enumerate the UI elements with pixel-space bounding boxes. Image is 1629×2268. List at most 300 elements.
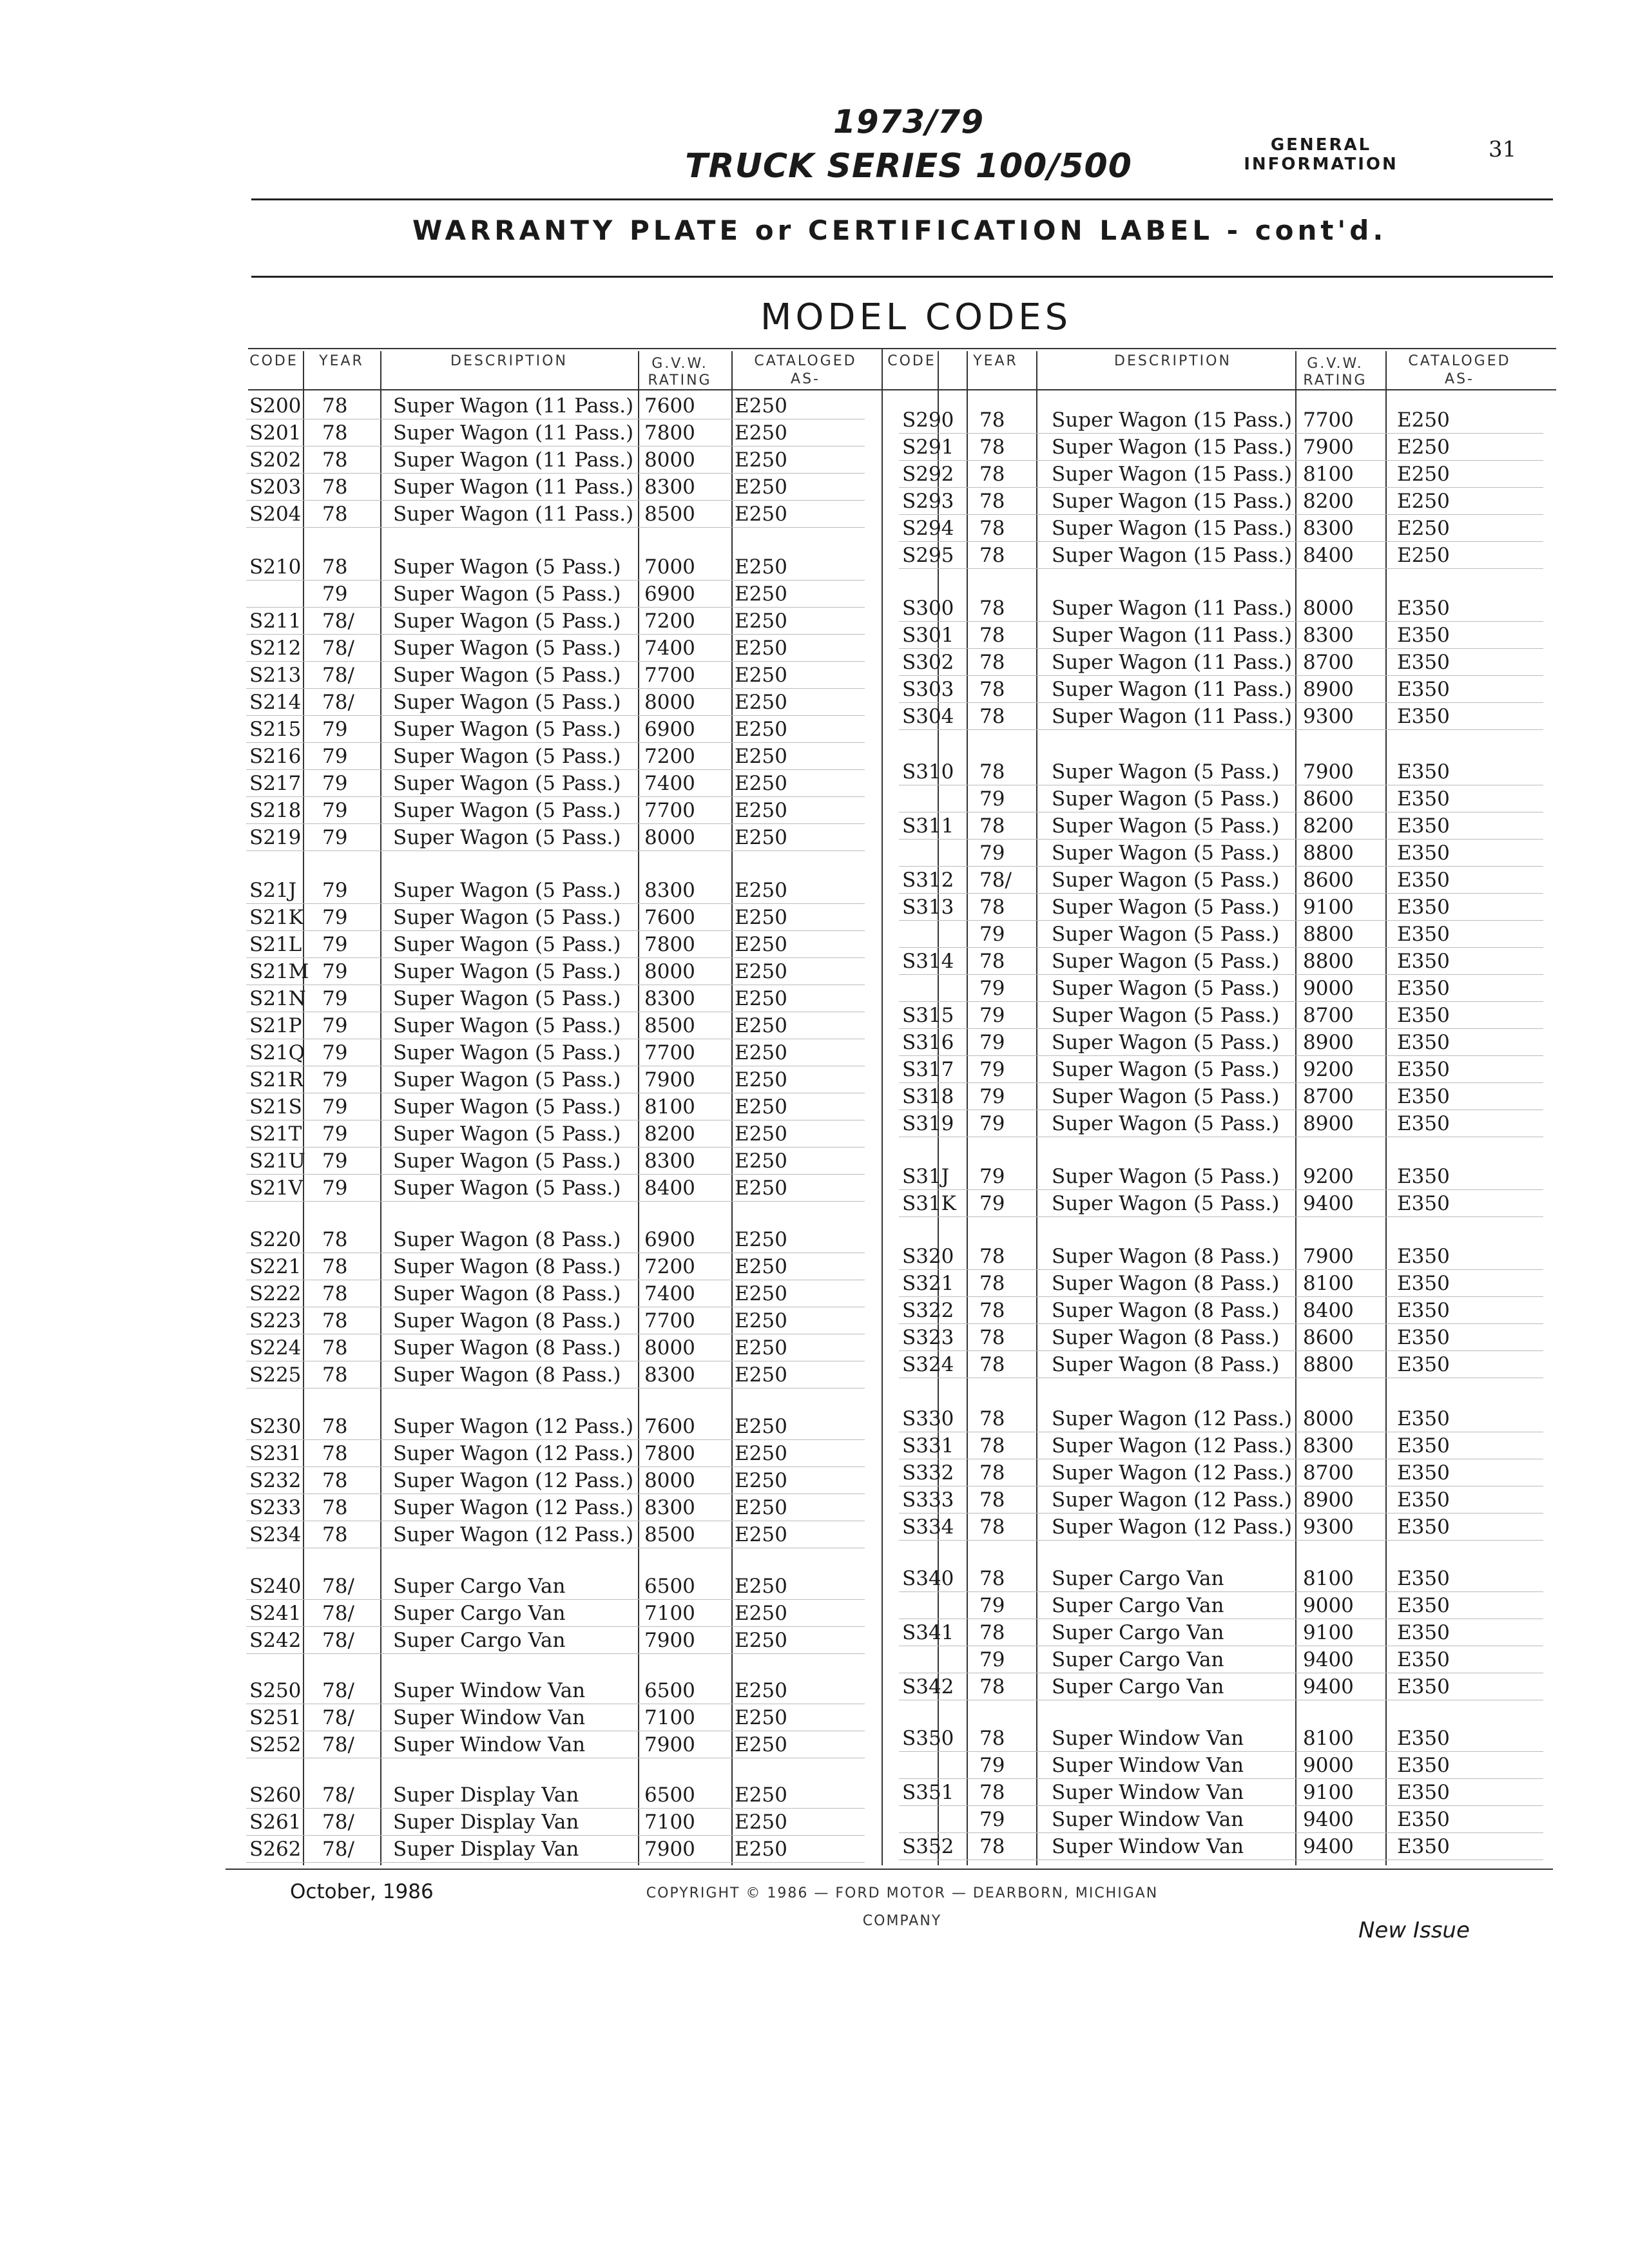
- model-year: 78/: [322, 691, 354, 714]
- model-description: Super Wagon (11 Pass.): [393, 394, 634, 418]
- col-header-cataloged: CATALOGED: [1408, 353, 1511, 369]
- row-underline: [899, 514, 1543, 515]
- model-description: Super Wagon (5 Pass.): [1052, 977, 1280, 1000]
- gvw-rating: 8800: [1303, 841, 1354, 865]
- model-description: Super Wagon (12 Pass.): [393, 1415, 634, 1438]
- row-underline: [246, 1835, 865, 1836]
- model-year: 78/: [322, 664, 354, 687]
- col-header-gvw: G.V.W.: [1307, 356, 1364, 372]
- model-year: 78: [322, 1496, 348, 1519]
- model-description: Super Cargo Van: [393, 1629, 566, 1652]
- model-description: Super Wagon (15 Pass.): [1052, 490, 1293, 513]
- gvw-rating: 9200: [1303, 1058, 1354, 1081]
- row-underline: [899, 487, 1543, 488]
- row-underline: [899, 866, 1543, 867]
- cataloged-as: E250: [735, 1629, 787, 1652]
- model-code: S21S: [249, 1095, 302, 1119]
- row-underline: [246, 957, 865, 958]
- model-description: Super Wagon (15 Pass.): [1052, 436, 1293, 459]
- model-description: Super Window Van: [393, 1706, 586, 1729]
- model-description: Super Window Van: [1052, 1727, 1244, 1750]
- model-code: S324: [902, 1353, 954, 1376]
- copyright-line-2: COMPANY: [862, 1913, 942, 1929]
- gvw-rating: 8000: [644, 1336, 695, 1360]
- row-underline: [246, 903, 865, 904]
- model-code: S332: [902, 1461, 954, 1485]
- cataloged-as: E350: [1397, 1754, 1450, 1777]
- column-divider: [303, 351, 304, 1865]
- model-year: 79: [979, 1192, 1005, 1215]
- gvw-rating: 8300: [1303, 517, 1354, 540]
- row-underline: [899, 1216, 1543, 1217]
- cataloged-as: E250: [735, 1068, 787, 1091]
- col-header-cataloged-as: AS-: [791, 371, 820, 387]
- cataloged-as: E250: [735, 1679, 787, 1702]
- cataloged-as: E350: [1397, 787, 1450, 811]
- model-code: S312: [902, 869, 954, 892]
- cataloged-as: E350: [1397, 760, 1450, 783]
- model-year: 78: [979, 436, 1005, 459]
- gvw-rating: 8100: [1303, 1727, 1354, 1750]
- model-code: S213: [249, 664, 302, 687]
- page-number: 31: [1489, 137, 1517, 162]
- gvw-rating: 8900: [1303, 1112, 1354, 1135]
- cataloged-as: E350: [1397, 1567, 1450, 1590]
- cataloged-as: E250: [735, 1838, 787, 1861]
- model-code: S21N: [249, 987, 306, 1010]
- model-code: S301: [902, 624, 954, 647]
- column-divider: [882, 348, 883, 1865]
- cataloged-as: E250: [735, 1363, 787, 1387]
- cataloged-as: E250: [735, 1282, 787, 1305]
- gvw-rating: 8700: [1303, 1085, 1354, 1108]
- cataloged-as: E250: [735, 637, 787, 660]
- gvw-rating: 8000: [644, 448, 695, 472]
- model-description: Super Cargo Van: [1052, 1567, 1224, 1590]
- model-year: 78: [979, 463, 1005, 486]
- model-year: 78: [322, 476, 348, 499]
- model-description: Super Wagon (11 Pass.): [1052, 624, 1293, 647]
- column-divider: [380, 351, 381, 1865]
- cataloged-as: E250: [735, 1177, 787, 1200]
- model-description: Super Wagon (8 Pass.): [1052, 1326, 1280, 1349]
- model-description: Super Wagon (5 Pass.): [393, 1122, 621, 1146]
- table-bottom-rule: [226, 1869, 1553, 1870]
- model-year: 79: [322, 933, 348, 956]
- model-code: S211: [249, 610, 302, 633]
- model-description: Super Wagon (5 Pass.): [1052, 1058, 1280, 1081]
- cataloged-as: E350: [1397, 1085, 1450, 1108]
- model-description: Super Wagon (5 Pass.): [1052, 1004, 1280, 1027]
- model-year: 79: [979, 1594, 1005, 1617]
- model-code: S321: [902, 1272, 954, 1295]
- gvw-rating: 8900: [1303, 678, 1354, 701]
- model-description: Super Display Van: [393, 1838, 579, 1861]
- model-year: 79: [322, 799, 348, 822]
- cataloged-as: E250: [735, 1041, 787, 1064]
- model-description: Super Wagon (5 Pass.): [393, 582, 621, 606]
- row-underline: [246, 823, 865, 824]
- cataloged-as: E250: [735, 879, 787, 902]
- cataloged-as: E250: [735, 987, 787, 1010]
- model-code: S21Q: [249, 1041, 305, 1064]
- model-code: S215: [249, 718, 302, 741]
- model-description: Super Wagon (11 Pass.): [1052, 705, 1293, 728]
- model-year: 78: [979, 544, 1005, 567]
- row-underline: [899, 1540, 1543, 1541]
- gvw-rating: 7400: [644, 1282, 695, 1305]
- model-year: 78/: [322, 1706, 354, 1729]
- model-year: 78/: [322, 637, 354, 660]
- cataloged-as: E350: [1397, 1031, 1450, 1054]
- model-description: Super Wagon (5 Pass.): [393, 745, 621, 768]
- gvw-rating: 8500: [644, 1523, 695, 1546]
- model-description: Super Wagon (8 Pass.): [393, 1336, 621, 1360]
- cataloged-as: E350: [1397, 1326, 1450, 1349]
- model-year: 78/: [322, 1629, 354, 1652]
- gvw-rating: 7900: [644, 1838, 695, 1861]
- model-code: S322: [902, 1299, 954, 1322]
- cataloged-as: E250: [1397, 490, 1450, 513]
- model-code: S202: [249, 448, 302, 472]
- model-year: 78: [979, 1488, 1005, 1512]
- model-description: Super Wagon (11 Pass.): [393, 448, 634, 472]
- model-code: S242: [249, 1629, 302, 1652]
- model-year: 78: [322, 1363, 348, 1387]
- model-year: 78: [322, 421, 348, 445]
- model-description: Super Wagon (11 Pass.): [393, 421, 634, 445]
- model-year: 79: [322, 1122, 348, 1146]
- gvw-rating: 9400: [1303, 1808, 1354, 1831]
- model-description: Super Wagon (5 Pass.): [1052, 1085, 1280, 1108]
- gvw-rating: 7000: [644, 555, 695, 579]
- model-code: S212: [249, 637, 302, 660]
- gvw-rating: 8600: [1303, 869, 1354, 892]
- model-year: 78/: [322, 610, 354, 633]
- gvw-rating: 9000: [1303, 1594, 1354, 1617]
- gvw-rating: 8400: [644, 1177, 695, 1200]
- model-year: 78: [322, 1442, 348, 1465]
- model-year: 78/: [322, 1575, 354, 1598]
- gvw-rating: 9200: [1303, 1165, 1354, 1188]
- model-code: S223: [249, 1309, 302, 1332]
- column-divider: [731, 351, 733, 1865]
- cataloged-as: E350: [1397, 597, 1450, 620]
- row-underline: [246, 634, 865, 635]
- gvw-rating: 8600: [1303, 787, 1354, 811]
- model-code: S201: [249, 421, 302, 445]
- model-year: 79: [322, 906, 348, 929]
- gvw-rating: 8500: [644, 503, 695, 526]
- cataloged-as: E350: [1397, 1781, 1450, 1804]
- model-year: 79: [322, 826, 348, 849]
- gvw-rating: 8000: [644, 1469, 695, 1492]
- model-description: Super Wagon (11 Pass.): [393, 503, 634, 526]
- cataloged-as: E350: [1397, 1165, 1450, 1188]
- model-code: S313: [902, 896, 954, 919]
- row-underline: [246, 1862, 865, 1863]
- model-description: Super Cargo Van: [1052, 1648, 1224, 1671]
- gvw-rating: 7800: [644, 421, 695, 445]
- model-year: 79: [322, 582, 348, 606]
- model-year: 79: [979, 1165, 1005, 1188]
- model-year: 78/: [322, 1811, 354, 1834]
- row-underline: [246, 580, 865, 581]
- gvw-rating: 8000: [1303, 597, 1354, 620]
- gvw-rating: 8400: [1303, 1299, 1354, 1322]
- model-year: 79: [322, 1014, 348, 1037]
- model-year: 79: [979, 1648, 1005, 1671]
- model-year: 79: [322, 1095, 348, 1119]
- model-description: Super Wagon (12 Pass.): [1052, 1515, 1293, 1539]
- row-underline: [246, 527, 865, 528]
- model-description: Super Wagon (5 Pass.): [393, 879, 621, 902]
- model-year: 78: [979, 517, 1005, 540]
- model-year: 78: [979, 490, 1005, 513]
- cataloged-as: E250: [735, 503, 787, 526]
- model-code: S304: [902, 705, 954, 728]
- gvw-rating: 9300: [1303, 705, 1354, 728]
- model-description: Super Wagon (12 Pass.): [1052, 1488, 1293, 1512]
- model-code: S323: [902, 1326, 954, 1349]
- gvw-rating: 8300: [644, 1496, 695, 1519]
- gvw-rating: 7700: [1303, 408, 1354, 432]
- gvw-rating: 8200: [1303, 814, 1354, 838]
- row-underline: [899, 729, 1543, 730]
- col-header-code: CODE: [887, 353, 936, 369]
- header-rule: [251, 198, 1553, 200]
- cataloged-as: E250: [735, 1122, 787, 1146]
- model-description: Super Wagon (8 Pass.): [393, 1309, 621, 1332]
- model-year: 79: [322, 718, 348, 741]
- model-year: 78: [322, 1282, 348, 1305]
- subtitle-rule: [251, 276, 1553, 278]
- model-code: S233: [249, 1496, 302, 1519]
- model-year: 79: [979, 1112, 1005, 1135]
- model-description: Super Wagon (15 Pass.): [1052, 408, 1293, 432]
- gvw-rating: 7600: [644, 906, 695, 929]
- row-underline: [246, 1439, 865, 1440]
- cataloged-as: E350: [1397, 1648, 1450, 1671]
- model-code: S218: [249, 799, 302, 822]
- model-code: S342: [902, 1675, 954, 1698]
- model-year: 78/: [322, 1838, 354, 1861]
- col-header-gvw-rating: RATING: [1303, 372, 1367, 389]
- model-description: Super Wagon (5 Pass.): [393, 960, 621, 983]
- col-header-description: DESCRIPTION: [450, 353, 568, 369]
- gvw-rating: 9000: [1303, 977, 1354, 1000]
- model-year: 78: [322, 1415, 348, 1438]
- model-description: Super Wagon (5 Pass.): [1052, 787, 1280, 811]
- model-year: 78: [322, 1228, 348, 1251]
- model-year: 79: [322, 1149, 348, 1173]
- model-year: 78: [322, 1309, 348, 1332]
- cataloged-as: E350: [1397, 923, 1450, 946]
- model-year: 79: [979, 977, 1005, 1000]
- gvw-rating: 7700: [644, 664, 695, 687]
- model-year: 78: [322, 1255, 348, 1278]
- gvw-rating: 8000: [1303, 1407, 1354, 1430]
- model-description: Super Window Van: [1052, 1754, 1244, 1777]
- cataloged-as: E250: [735, 1602, 787, 1625]
- row-underline: [899, 675, 1543, 676]
- table-header-rule: [248, 389, 1556, 390]
- cataloged-as: E250: [735, 421, 787, 445]
- row-underline: [246, 1466, 865, 1467]
- gvw-rating: 8700: [1303, 1461, 1354, 1485]
- cataloged-as: E250: [735, 610, 787, 633]
- row-underline: [246, 742, 865, 743]
- gvw-rating: 7900: [644, 1068, 695, 1091]
- model-year: 79: [979, 1085, 1005, 1108]
- cataloged-as: E350: [1397, 1004, 1450, 1027]
- row-underline: [246, 1147, 865, 1148]
- cataloged-as: E350: [1397, 896, 1450, 919]
- model-code: S318: [902, 1085, 954, 1108]
- row-underline: [246, 1653, 865, 1654]
- model-description: Super Wagon (15 Pass.): [1052, 463, 1293, 486]
- row-underline: [899, 1350, 1543, 1351]
- row-underline: [246, 715, 865, 716]
- model-code: S203: [249, 476, 302, 499]
- model-code: S291: [902, 436, 954, 459]
- cataloged-as: E350: [1397, 1515, 1450, 1539]
- gvw-rating: 8000: [644, 960, 695, 983]
- section-line-2: INFORMATION: [1244, 155, 1398, 174]
- gvw-rating: 7600: [644, 394, 695, 418]
- gvw-rating: 7200: [644, 610, 695, 633]
- gvw-rating: 7400: [644, 772, 695, 795]
- model-code: S31J: [902, 1165, 950, 1188]
- model-description: Super Wagon (5 Pass.): [393, 987, 621, 1010]
- model-year: 78: [979, 651, 1005, 674]
- model-code: S216: [249, 745, 302, 768]
- model-year: 78: [979, 1461, 1005, 1485]
- gvw-rating: 8100: [1303, 463, 1354, 486]
- model-code: S21L: [249, 933, 302, 956]
- gvw-rating: 8200: [1303, 490, 1354, 513]
- row-underline: [899, 1055, 1543, 1056]
- row-underline: [899, 568, 1543, 569]
- cataloged-as: E250: [1397, 463, 1450, 486]
- model-code: S260: [249, 1783, 302, 1807]
- model-year: 79: [322, 1041, 348, 1064]
- gvw-rating: 7900: [1303, 760, 1354, 783]
- cataloged-as: E250: [735, 718, 787, 741]
- cataloged-as: E250: [735, 691, 787, 714]
- model-description: Super Wagon (5 Pass.): [1052, 950, 1280, 973]
- cataloged-as: E250: [735, 1469, 787, 1492]
- model-description: Super Wagon (8 Pass.): [1052, 1245, 1280, 1268]
- cataloged-as: E250: [735, 448, 787, 472]
- model-description: Super Cargo Van: [1052, 1594, 1224, 1617]
- cataloged-as: E350: [1397, 1192, 1450, 1215]
- cataloged-as: E250: [1397, 517, 1450, 540]
- model-code: S331: [902, 1434, 954, 1457]
- row-underline: [899, 1832, 1543, 1833]
- cataloged-as: E350: [1397, 678, 1450, 701]
- col-header-year: YEAR: [319, 353, 364, 369]
- cataloged-as: E350: [1397, 1727, 1450, 1750]
- col-header-cataloged-as: AS-: [1445, 371, 1474, 387]
- model-code: S217: [249, 772, 302, 795]
- cataloged-as: E350: [1397, 1407, 1450, 1430]
- model-code: S333: [902, 1488, 954, 1512]
- model-code: S341: [902, 1621, 954, 1644]
- cataloged-as: E250: [735, 1336, 787, 1360]
- cataloged-as: E350: [1397, 814, 1450, 838]
- cataloged-as: E250: [1397, 436, 1450, 459]
- row-underline: [899, 702, 1543, 703]
- model-description: Super Window Van: [1052, 1835, 1244, 1858]
- model-description: Super Wagon (11 Pass.): [1052, 678, 1293, 701]
- model-description: Super Wagon (5 Pass.): [1052, 760, 1280, 783]
- model-description: Super Wagon (8 Pass.): [393, 1282, 621, 1305]
- cataloged-as: E250: [735, 745, 787, 768]
- model-year: 78/: [322, 1733, 354, 1756]
- gvw-rating: 8200: [644, 1122, 695, 1146]
- model-year: 79: [322, 772, 348, 795]
- row-underline: [246, 688, 865, 689]
- model-code: S31K: [902, 1192, 956, 1215]
- model-description: Super Wagon (8 Pass.): [1052, 1272, 1280, 1295]
- model-description: Super Wagon (8 Pass.): [393, 1228, 621, 1251]
- model-code: S252: [249, 1733, 302, 1756]
- cataloged-as: E350: [1397, 705, 1450, 728]
- cataloged-as: E250: [1397, 544, 1450, 567]
- row-underline: [899, 1082, 1543, 1083]
- cataloged-as: E350: [1397, 1675, 1450, 1698]
- model-description: Super Window Van: [393, 1733, 586, 1756]
- gvw-rating: 8100: [1303, 1272, 1354, 1295]
- model-description: Super Wagon (5 Pass.): [1052, 923, 1280, 946]
- model-code: S317: [902, 1058, 954, 1081]
- cataloged-as: E250: [735, 1442, 787, 1465]
- gvw-rating: 7100: [644, 1811, 695, 1834]
- gvw-rating: 8300: [644, 879, 695, 902]
- gvw-rating: 8400: [1303, 544, 1354, 567]
- gvw-rating: 7900: [1303, 1245, 1354, 1268]
- col-header-code: CODE: [249, 353, 298, 369]
- model-year: 79: [322, 1177, 348, 1200]
- cataloged-as: E350: [1397, 977, 1450, 1000]
- model-description: Super Wagon (12 Pass.): [393, 1469, 634, 1492]
- model-year: 78: [322, 555, 348, 579]
- model-description: Super Wagon (5 Pass.): [1052, 1165, 1280, 1188]
- cataloged-as: E250: [735, 960, 787, 983]
- model-description: Super Wagon (5 Pass.): [393, 664, 621, 687]
- cataloged-as: E350: [1397, 950, 1450, 973]
- model-year: 78: [979, 1515, 1005, 1539]
- model-code: S334: [902, 1515, 954, 1539]
- model-year: 78: [979, 814, 1005, 838]
- gvw-rating: 9400: [1303, 1192, 1354, 1215]
- gvw-rating: 9300: [1303, 1515, 1354, 1539]
- model-code: S295: [902, 544, 954, 567]
- col-header-gvw-rating: RATING: [648, 372, 712, 389]
- row-underline: [899, 621, 1543, 622]
- row-underline: [899, 1805, 1543, 1806]
- gvw-rating: 7700: [644, 799, 695, 822]
- model-year: 78: [979, 1621, 1005, 1644]
- gvw-rating: 6500: [644, 1575, 695, 1598]
- gvw-rating: 7100: [644, 1602, 695, 1625]
- model-year: 78: [322, 503, 348, 526]
- gvw-rating: 8000: [644, 826, 695, 849]
- gvw-rating: 8300: [1303, 624, 1354, 647]
- model-description: Super Window Van: [1052, 1808, 1244, 1831]
- cataloged-as: E250: [735, 1149, 787, 1173]
